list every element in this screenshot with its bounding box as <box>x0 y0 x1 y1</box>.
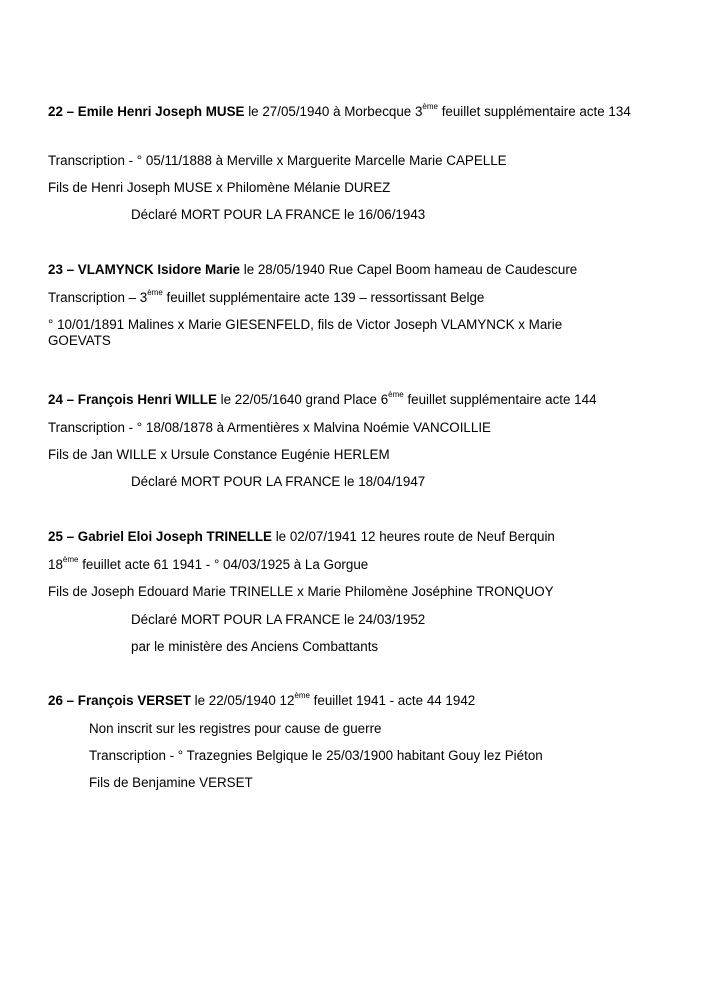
entry-22-name: 22 – Emile Henri Joseph MUSE <box>48 104 245 119</box>
entry-25-name: 25 – Gabriel Eloi Joseph TRINELLE <box>48 529 272 544</box>
entry-24-superscript: ème <box>388 390 404 399</box>
entry-22-heading <box>48 104 678 120</box>
entry-25-parents: Fils de Joseph Edouard Marie TRINELLE x Marie Philomène Joséphine TRONQUOY <box>48 584 554 599</box>
entry-23-superscript: ème <box>147 288 163 297</box>
entry-23-transcription-text-2: feuillet supplémentaire acte 139 – ressortissant Belge <box>162 290 485 305</box>
entry-22-superscript: ème <box>422 102 438 111</box>
entry-25-heading-text: le 02/07/1941 12 heures route de Neuf Berquin <box>271 529 555 544</box>
entry-26-name: 26 – François VERSET <box>48 693 191 708</box>
entry-26-heading <box>48 693 677 709</box>
entry-26-transcription: Transcription - ° Trazegnies Belgique le 25/03/1900 habitant Gouy lez Piéton <box>89 748 543 763</box>
entry-24-declaration: Déclaré MORT POUR LA FRANCE le 18/04/1947 <box>131 474 426 489</box>
entry-24-heading <box>48 392 677 408</box>
entry-24-parents: Fils de Jan WILLE x Ursule Constance Eugénie HERLEM <box>48 447 390 462</box>
entry-23-heading <box>48 262 677 278</box>
entry-22-parents: Fils de Henri Joseph MUSE x Philomène Mélanie DUREZ <box>48 180 391 195</box>
entry-24-transcription: Transcription - ° 18/08/1878 à Armentières x Malvina Noémie VANCOILLIE <box>48 420 491 435</box>
entry-26-heading-text: le 22/05/1940 12 <box>190 693 295 708</box>
entry-26-heading-text-2: feuillet 1941 - acte 44 1942 <box>309 693 476 708</box>
entry-23-transcription <box>48 290 677 306</box>
entry-25-feuillet <box>48 557 677 573</box>
entry-25-ministry: par le ministère des Anciens Combattants <box>131 639 379 654</box>
entry-23-name: 23 – VLAMYNCK Isidore Marie <box>48 262 240 277</box>
entry-25-declaration: Déclaré MORT POUR LA FRANCE le 24/03/1952 <box>131 612 426 627</box>
entry-22-heading-text: le 27/05/1940 à Morbecque 3 <box>244 104 423 119</box>
entry-25-heading <box>48 529 677 545</box>
entry-25-superscript: ème <box>62 555 79 564</box>
entry-23-birth: ° 10/01/1891 Malines x Marie GIESENFELD, fils de Victor Joseph VLAMYNCK x Marie GOEVATS <box>48 317 563 348</box>
entry-25-feuillet-number: 18 <box>48 557 63 572</box>
entry-23-transcription-text: Transcription – 3 <box>48 290 148 305</box>
entry-23-heading-text: le 28/05/1940 Rue Capel Boom hameau de Caudescure <box>240 262 578 277</box>
entry-25-feuillet-text: feuillet acte 61 1941 - ° 04/03/1925 à La Gorgue <box>78 557 369 572</box>
entry-22-transcription: Transcription - ° 05/11/1888 à Merville x Marguerite Marcelle Marie CAPELLE <box>48 153 507 168</box>
entry-26-parents: Fils de Benjamine VERSET <box>89 775 253 790</box>
entry-22-heading-text-2: feuillet supplémentaire acte 134 <box>437 104 631 119</box>
entry-26-note: Non inscrit sur les registres pour cause de guerre <box>89 721 382 736</box>
entry-24-heading-text: le 22/05/1640 grand Place 6 <box>216 392 389 407</box>
entry-24-heading-text-2: feuillet supplémentaire acte 144 <box>403 392 597 407</box>
entry-22-declaration: Déclaré MORT POUR LA FRANCE le 16/06/1943 <box>131 207 426 222</box>
entry-26-superscript: ème <box>294 691 310 700</box>
entry-24-name: 24 – François Henri WILLE <box>48 392 217 407</box>
